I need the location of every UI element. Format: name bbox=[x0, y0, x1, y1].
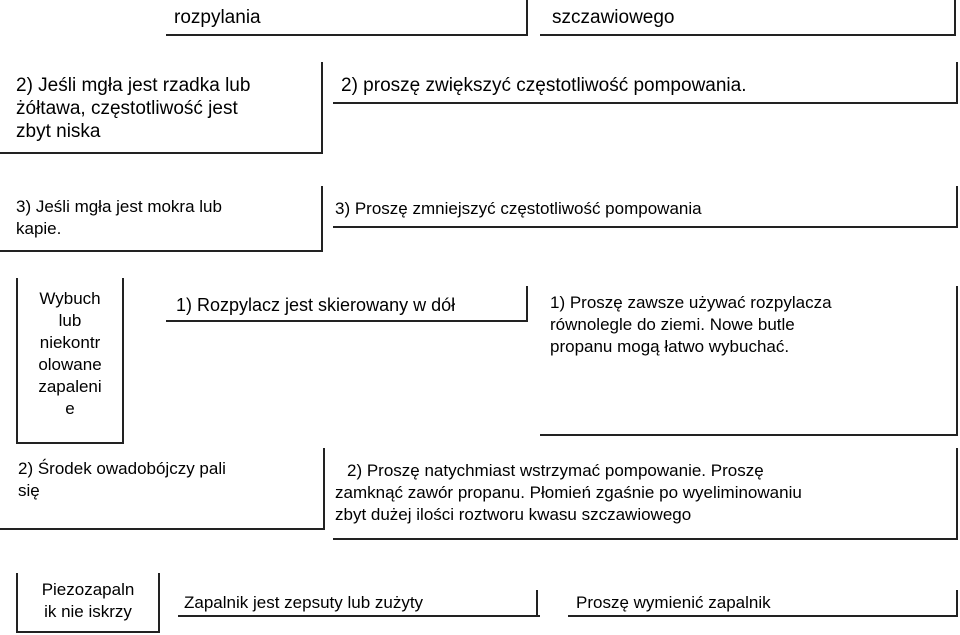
row3-cause2-cell bbox=[0, 448, 325, 530]
row1-cause-line: 2) Jeśli mgła jest rzadka lub bbox=[16, 75, 251, 96]
row2-cause-cell bbox=[0, 186, 323, 252]
row3-action2-line: 2) Proszę natychmiast wstrzymać pompowanie. Proszę bbox=[347, 461, 764, 480]
row3-action2-cell bbox=[333, 448, 958, 540]
row0-action-cell bbox=[540, 0, 956, 36]
row4-problem-line: ik nie iskrzy bbox=[44, 602, 132, 621]
row4-cause-underline bbox=[178, 615, 540, 617]
row2-action-cell bbox=[333, 186, 958, 228]
row3-problem-line: Wybuch bbox=[39, 289, 101, 308]
row3-problem-line: e bbox=[65, 399, 75, 418]
row3-action2-line: zamknąć zawór propanu. Płomień zgaśnie po wyeliminowaniu bbox=[335, 483, 802, 502]
row0-cause-text: rozpylania bbox=[174, 7, 261, 28]
row3-cause1-text: 1) Rozpylacz jest skierowany w dół bbox=[176, 295, 456, 315]
row4-action-text: Proszę wymienić zapalnik bbox=[576, 593, 771, 612]
row0-action-text: szczawiowego bbox=[552, 7, 675, 28]
row3-action1-line: propanu mogą łatwo wybuchać. bbox=[550, 337, 790, 356]
row3-action1-line: równolegle do ziemi. Nowe butle bbox=[550, 315, 795, 334]
row1-action-cell bbox=[333, 62, 958, 104]
row1-cause-cell bbox=[0, 62, 323, 154]
row4-cause-text: Zapalnik jest zepsuty lub zużyty bbox=[184, 593, 424, 612]
row3-problem-line: lub bbox=[58, 311, 82, 330]
row1-action-text: 2) proszę zwiększyć częstotliwość pompowania. bbox=[341, 75, 747, 96]
row3-cause2-line: 2) Środek owadobójczy pali bbox=[18, 459, 226, 478]
row2-cause-line: 3) Jeśli mgła jest mokra lub bbox=[16, 197, 222, 216]
row3-problem-line: olowane bbox=[38, 355, 102, 374]
row0-cause-cell bbox=[166, 0, 528, 36]
row3-cause1-cell bbox=[166, 286, 528, 322]
row3-cause2-line: się bbox=[18, 481, 40, 500]
row1-cause-line: zbyt niska bbox=[16, 121, 101, 142]
row4-cause-tick bbox=[536, 590, 538, 617]
row3-problem-line: niekontr bbox=[39, 333, 101, 352]
row3-action1-line: 1) Proszę zawsze używać rozpylacza bbox=[550, 293, 832, 312]
row2-action-text: 3) Proszę zmniejszyć częstotliwość pompowania bbox=[335, 199, 702, 218]
row4-action-underline bbox=[568, 615, 958, 617]
row1-cause-line: żółtawa, częstotliwość jest bbox=[16, 98, 238, 119]
row3-problem-line: zapaleni bbox=[38, 377, 102, 396]
row3-problem-cell bbox=[16, 278, 124, 444]
row2-cause-line: kapie. bbox=[16, 219, 62, 238]
row3-action2-line: zbyt dużej ilości roztworu kwasu szczawiowego bbox=[335, 505, 692, 524]
row3-action1-cell bbox=[540, 286, 958, 436]
row4-action-tick bbox=[956, 590, 958, 617]
row4-problem-line: Piezozapaln bbox=[41, 580, 135, 599]
row4-problem-cell bbox=[16, 573, 160, 633]
